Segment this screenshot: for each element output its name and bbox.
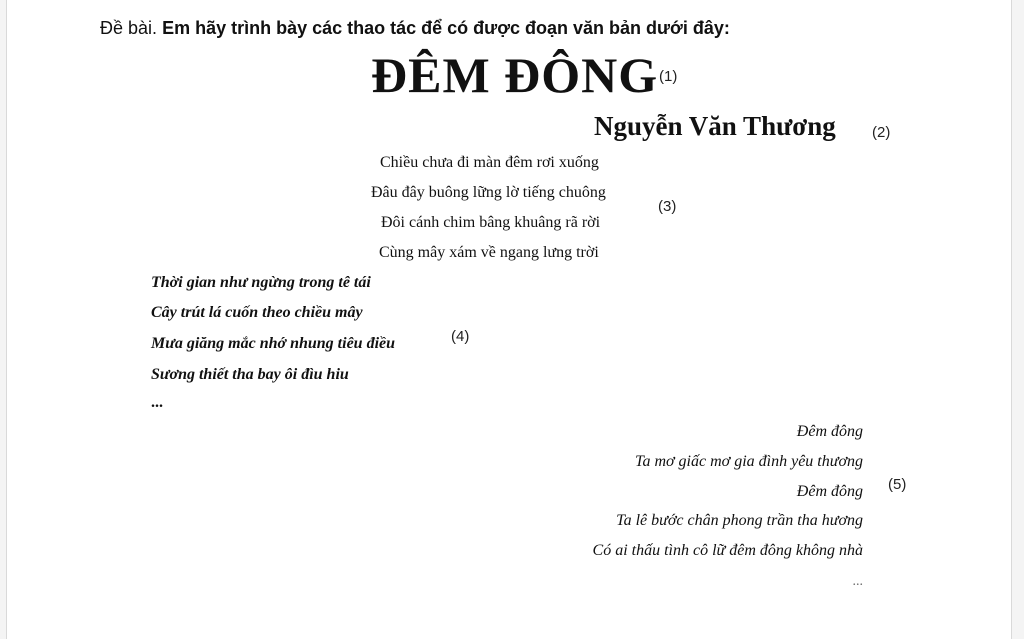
stanza4-ellipsis: ... <box>151 394 163 411</box>
prompt-question: Em hãy trình bày các thao tác để có được đoạn văn bản dưới đây: <box>162 18 730 38</box>
stanza5-line: Ta lê bước chân phong trần tha hương <box>616 512 863 529</box>
assignment-prompt <box>100 18 730 39</box>
stanza5-line: Ta mơ giấc mơ gia đình yêu thương <box>635 453 863 470</box>
stanza3-line: Cùng mây xám về ngang lưng trời <box>379 244 599 261</box>
stanza5-line: Có ai thấu tình cô lữ đêm đông không nhà <box>592 542 863 559</box>
poem-author: Nguyễn Văn Thương <box>594 111 836 141</box>
stanza3-line: Đôi cánh chim bâng khuâng rã rời <box>381 214 601 231</box>
document-page <box>6 0 1012 639</box>
stanza4-line: Cây trút lá cuốn theo chiều mây <box>151 304 363 321</box>
stanza3-line: Đâu đây buông lững lờ tiếng chuông <box>371 184 606 201</box>
stanza3-line: Chiều chưa đi màn đêm rơi xuống <box>380 154 599 171</box>
stanza4-line: Thời gian như ngừng trong tê tái <box>151 274 371 291</box>
stanza4-line: Sương thiết tha bay ôi đìu hiu <box>151 366 349 383</box>
marker-1: (1) <box>659 68 678 85</box>
marker-3: (3) <box>658 198 677 215</box>
marker-4: (4) <box>451 328 470 345</box>
prompt-prefix: Đề bài. <box>100 18 158 38</box>
marker-5: (5) <box>888 476 907 493</box>
marker-2: (2) <box>872 124 891 141</box>
stanza5-line: Đêm đông <box>796 423 863 440</box>
stanza4-line: Mưa giăng mắc nhớ nhung tiêu điều <box>151 335 396 352</box>
stanza5-ellipsis: ... <box>852 574 863 589</box>
stanza5-line: Đêm đông <box>796 483 863 500</box>
poem-title: ĐÊM ĐÔNG <box>371 47 659 103</box>
